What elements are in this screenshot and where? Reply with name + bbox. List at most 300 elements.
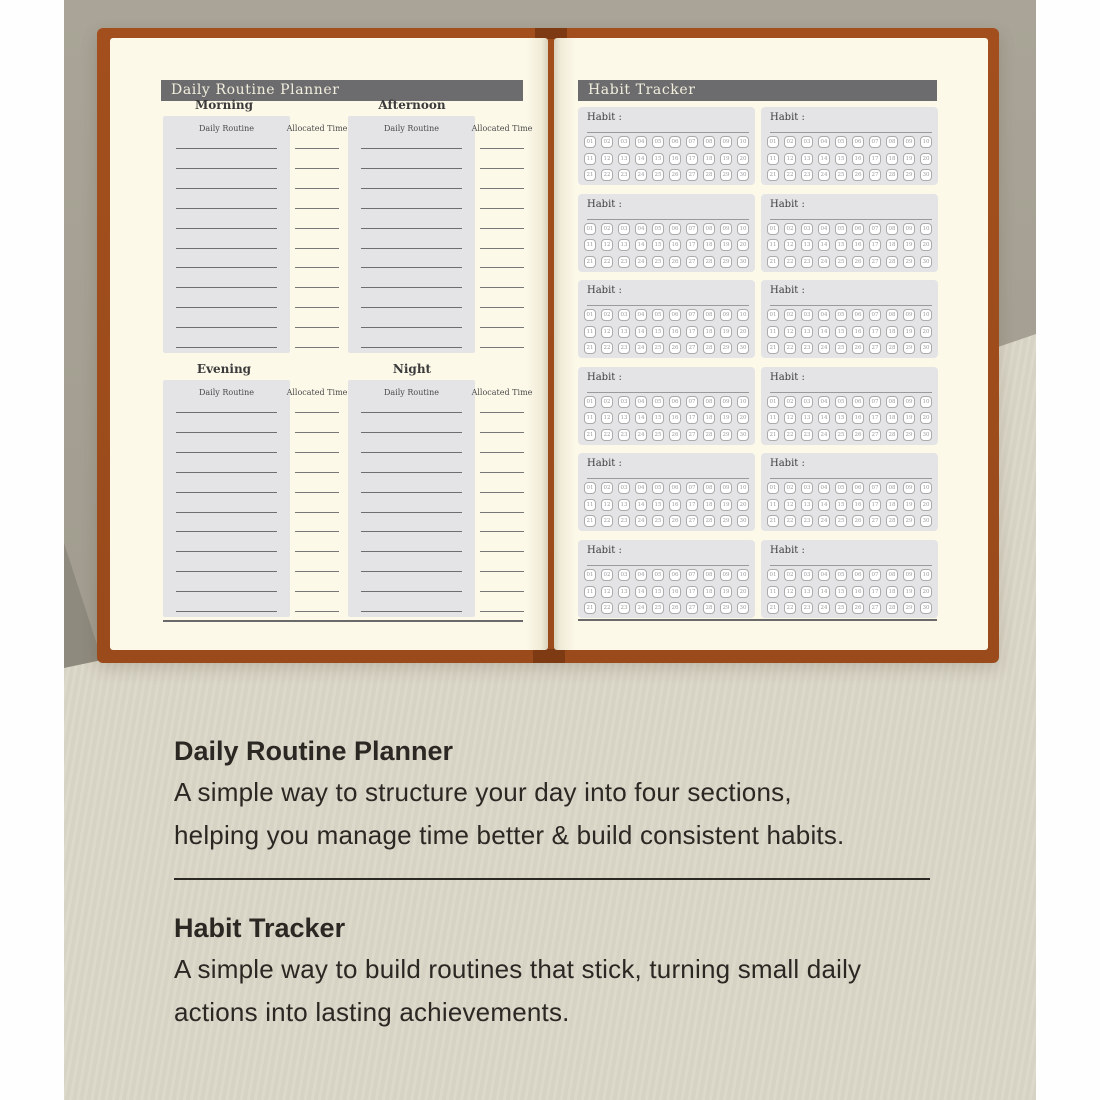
day-chip: 12	[601, 326, 613, 338]
day-chip: 19	[720, 586, 732, 598]
habit-label: Habit :	[587, 112, 622, 123]
day-chip: 18	[703, 153, 715, 165]
day-chip: 18	[886, 412, 898, 424]
day-chip: 02	[784, 223, 796, 235]
time-ruled-line	[295, 248, 339, 249]
day-chip: 10	[920, 136, 932, 148]
day-chip-row	[584, 326, 749, 339]
day-chip-row	[584, 482, 749, 495]
day-chip: 15	[652, 153, 664, 165]
day-chip: 19	[903, 153, 915, 165]
habit-underline	[587, 392, 749, 393]
day-chip: 06	[852, 396, 864, 408]
day-chip: 26	[852, 256, 864, 268]
day-chip: 24	[635, 515, 647, 527]
day-chip: 16	[852, 499, 864, 511]
right-margin-strip	[1036, 0, 1100, 1100]
section-label: Evening	[196, 362, 252, 376]
day-chip: 22	[784, 429, 796, 441]
time-column-label: Allocated Time	[471, 124, 533, 133]
day-chip-row	[584, 169, 749, 182]
ruled-line	[361, 327, 462, 328]
day-chip: 23	[618, 515, 630, 527]
day-chip: 01	[584, 309, 596, 321]
day-chip: 03	[801, 482, 813, 494]
time-ruled-line	[295, 148, 339, 149]
day-chip: 01	[584, 136, 596, 148]
time-ruled-line	[480, 412, 524, 413]
routine-column-label: Daily Routine	[383, 388, 439, 397]
day-chip: 10	[737, 569, 749, 581]
day-chip: 08	[886, 309, 898, 321]
ruled-line	[176, 611, 277, 612]
day-chip: 14	[635, 499, 647, 511]
ruled-line	[176, 472, 277, 473]
habit-underline	[770, 132, 932, 133]
day-chip: 29	[720, 515, 732, 527]
day-chip: 11	[767, 239, 779, 251]
day-chip: 22	[784, 169, 796, 181]
day-chip: 30	[737, 429, 749, 441]
ruled-line	[176, 208, 277, 209]
section-label: Afternoon	[378, 98, 446, 112]
time-ruled-line	[295, 188, 339, 189]
day-chip: 28	[703, 515, 715, 527]
day-chip: 12	[784, 153, 796, 165]
day-chip: 23	[618, 602, 630, 614]
day-chip: 14	[818, 499, 830, 511]
day-chip-row	[767, 412, 932, 425]
caption-line: actions into lasting achievements.	[174, 997, 570, 1027]
time-ruled-line	[295, 168, 339, 169]
day-chip: 29	[903, 429, 915, 441]
day-chip: 24	[818, 342, 830, 354]
day-chip: 10	[920, 309, 932, 321]
caption-heading-daily-routine: Daily Routine Planner	[174, 736, 454, 766]
day-chip: 11	[584, 239, 596, 251]
routine-panel	[163, 380, 290, 617]
daily-routine-page	[110, 38, 548, 650]
time-ruled-line	[295, 512, 339, 513]
day-chip: 19	[903, 586, 915, 598]
ruled-line	[361, 472, 462, 473]
day-chip: 28	[703, 342, 715, 354]
habit-box	[578, 367, 755, 445]
day-chip-row	[767, 169, 932, 182]
day-chip: 04	[818, 309, 830, 321]
day-chip-row	[584, 429, 749, 442]
day-chip: 15	[835, 499, 847, 511]
day-chip-row	[584, 569, 749, 582]
day-chip: 21	[767, 429, 779, 441]
time-ruled-line	[295, 472, 339, 473]
day-chip: 19	[720, 326, 732, 338]
day-chip: 23	[801, 256, 813, 268]
day-chip: 22	[601, 515, 613, 527]
day-chip: 01	[584, 482, 596, 494]
day-chip: 26	[852, 429, 864, 441]
daily-routine-header-text: Daily Routine Planner	[171, 82, 340, 98]
day-chip: 15	[835, 326, 847, 338]
day-chip: 22	[784, 256, 796, 268]
day-chip: 11	[584, 586, 596, 598]
day-chip: 13	[618, 412, 630, 424]
day-chip: 29	[903, 256, 915, 268]
day-chip: 07	[869, 482, 881, 494]
day-chip: 10	[737, 223, 749, 235]
day-chip: 04	[635, 569, 647, 581]
day-chip: 08	[703, 136, 715, 148]
time-ruled-line	[480, 472, 524, 473]
time-ruled-line	[295, 551, 339, 552]
day-chip-row	[584, 499, 749, 512]
left-margin-strip	[0, 0, 64, 1100]
day-chip: 13	[801, 499, 813, 511]
day-chip-row	[767, 586, 932, 599]
day-chip: 27	[686, 429, 698, 441]
day-chip: 18	[886, 499, 898, 511]
day-chip: 09	[903, 309, 915, 321]
time-ruled-line	[480, 432, 524, 433]
day-chip: 29	[720, 169, 732, 181]
day-chip: 21	[584, 169, 596, 181]
day-chip: 01	[584, 223, 596, 235]
day-chip: 24	[635, 169, 647, 181]
day-chip: 09	[720, 309, 732, 321]
ruled-line	[176, 287, 277, 288]
day-chip: 24	[635, 602, 647, 614]
day-chip: 28	[703, 602, 715, 614]
day-chip: 13	[618, 326, 630, 338]
day-chip: 26	[852, 515, 864, 527]
day-chip: 16	[669, 239, 681, 251]
day-chip: 04	[818, 223, 830, 235]
day-chip: 12	[784, 412, 796, 424]
ruled-line	[176, 347, 277, 348]
day-chip: 05	[652, 136, 664, 148]
day-chip: 28	[886, 515, 898, 527]
ruled-line	[176, 512, 277, 513]
day-chip: 27	[686, 342, 698, 354]
day-chip: 09	[903, 482, 915, 494]
ruled-line	[361, 208, 462, 209]
day-chip: 14	[635, 153, 647, 165]
habit-box	[761, 453, 938, 531]
time-ruled-line	[480, 148, 524, 149]
day-chip: 23	[618, 342, 630, 354]
caption-heading-habit-tracker: Habit Tracker	[174, 913, 346, 943]
section-label: Night	[392, 362, 432, 376]
day-chip: 24	[818, 169, 830, 181]
day-chip: 12	[784, 499, 796, 511]
habit-box	[761, 107, 938, 185]
day-chip: 21	[767, 515, 779, 527]
day-chip-row	[767, 429, 932, 442]
day-chip: 21	[767, 342, 779, 354]
day-chip: 20	[737, 153, 749, 165]
time-ruled-line	[480, 591, 524, 592]
time-ruled-line	[295, 611, 339, 612]
day-chip: 10	[737, 396, 749, 408]
day-chip: 09	[720, 223, 732, 235]
day-chip: 10	[737, 482, 749, 494]
day-chip-row	[767, 342, 932, 355]
day-chip: 07	[686, 569, 698, 581]
day-chip: 15	[835, 586, 847, 598]
day-chip: 19	[720, 239, 732, 251]
day-chip: 12	[601, 239, 613, 251]
day-chip: 07	[869, 396, 881, 408]
day-chip: 16	[852, 412, 864, 424]
day-chip: 12	[784, 326, 796, 338]
day-chip: 09	[720, 569, 732, 581]
day-chip: 14	[818, 239, 830, 251]
day-chip: 08	[703, 396, 715, 408]
day-chip: 29	[720, 256, 732, 268]
caption	[174, 736, 954, 1030]
day-chip: 22	[601, 429, 613, 441]
day-chip: 17	[686, 499, 698, 511]
day-chip: 03	[618, 482, 630, 494]
day-chip: 17	[686, 239, 698, 251]
day-chip: 15	[835, 412, 847, 424]
habit-label: Habit :	[587, 458, 622, 470]
day-chip: 18	[703, 326, 715, 338]
day-chip: 30	[920, 429, 932, 441]
habit-label: Habit :	[770, 545, 805, 556]
day-chip: 14	[818, 412, 830, 424]
time-column-label: Allocated Time	[286, 124, 348, 133]
day-chip: 17	[686, 153, 698, 165]
day-chip: 02	[784, 309, 796, 321]
day-chip: 18	[886, 586, 898, 598]
day-chip: 16	[669, 412, 681, 424]
day-chip: 05	[835, 136, 847, 148]
day-chip: 11	[584, 326, 596, 338]
day-chip: 18	[886, 153, 898, 165]
day-chip: 06	[852, 569, 864, 581]
day-chip-row	[584, 153, 749, 166]
day-chip: 30	[920, 256, 932, 268]
day-chip: 29	[903, 515, 915, 527]
day-chip: 25	[652, 515, 664, 527]
day-chip: 14	[635, 326, 647, 338]
day-chip: 23	[618, 256, 630, 268]
ruled-line	[361, 531, 462, 532]
time-ruled-line	[295, 327, 339, 328]
habit-label: Habit :	[587, 285, 622, 297]
time-ruled-line	[480, 531, 524, 532]
day-chip: 08	[703, 223, 715, 235]
day-chip-row	[767, 396, 932, 409]
day-chip-row	[767, 239, 932, 252]
time-ruled-line	[295, 287, 339, 288]
time-ruled-line	[480, 307, 524, 308]
day-chip: 24	[635, 256, 647, 268]
day-chip: 01	[767, 223, 779, 235]
planner-book	[97, 28, 999, 663]
day-chip: 18	[886, 326, 898, 338]
day-chip: 03	[618, 569, 630, 581]
day-chip: 18	[703, 586, 715, 598]
day-chip: 08	[886, 136, 898, 148]
day-chip: 07	[686, 136, 698, 148]
day-chip: 14	[818, 326, 830, 338]
day-chip: 23	[801, 429, 813, 441]
day-chip: 06	[852, 482, 864, 494]
day-chip: 06	[852, 223, 864, 235]
habit-underline	[770, 392, 932, 393]
day-chip: 17	[869, 326, 881, 338]
habit-box	[578, 453, 755, 531]
day-chip: 15	[652, 239, 664, 251]
routine-panel	[163, 116, 290, 353]
day-chip-row	[767, 309, 932, 322]
day-chip: 27	[686, 169, 698, 181]
ruled-line	[361, 551, 462, 552]
day-chip: 02	[784, 396, 796, 408]
time-ruled-line	[480, 267, 524, 268]
right-page-footer-rule	[578, 619, 937, 621]
time-ruled-line	[480, 228, 524, 229]
day-chip: 03	[618, 309, 630, 321]
day-chip: 08	[703, 482, 715, 494]
habit-label: Habit :	[587, 198, 622, 210]
day-chip: 16	[852, 153, 864, 165]
day-chip: 06	[852, 309, 864, 321]
day-chip: 22	[784, 515, 796, 527]
ruled-line	[176, 267, 277, 268]
day-chip: 27	[869, 602, 881, 614]
day-chip: 27	[869, 342, 881, 354]
day-chip: 27	[869, 515, 881, 527]
day-chip: 16	[852, 586, 864, 598]
time-ruled-line	[480, 208, 524, 209]
day-chip: 30	[920, 602, 932, 614]
time-ruled-line	[295, 452, 339, 453]
day-chip: 18	[886, 239, 898, 251]
day-chip: 29	[903, 169, 915, 181]
time-ruled-line	[295, 267, 339, 268]
day-chip: 22	[601, 256, 613, 268]
day-chip: 15	[652, 412, 664, 424]
day-chip: 20	[737, 239, 749, 251]
day-chip: 12	[601, 586, 613, 598]
day-chip: 24	[635, 429, 647, 441]
day-chip: 17	[869, 153, 881, 165]
habit-label: Habit :	[770, 112, 805, 123]
ruled-line	[361, 287, 462, 288]
habit-label: Habit :	[770, 371, 805, 383]
day-chip: 01	[767, 569, 779, 581]
day-chip: 14	[635, 586, 647, 598]
time-ruled-line	[480, 347, 524, 348]
day-chip: 30	[737, 256, 749, 268]
day-chip: 10	[920, 396, 932, 408]
day-chip: 02	[601, 569, 613, 581]
day-chip: 13	[801, 153, 813, 165]
ruled-line	[361, 591, 462, 592]
time-ruled-line	[480, 571, 524, 572]
day-chip: 24	[818, 602, 830, 614]
day-chip: 12	[784, 586, 796, 598]
routine-column-label: Daily Routine	[383, 124, 439, 133]
day-chip: 25	[835, 429, 847, 441]
ruled-line	[176, 531, 277, 532]
day-chip: 05	[835, 482, 847, 494]
day-chip: 02	[601, 309, 613, 321]
day-chip: 07	[686, 396, 698, 408]
ruled-line	[176, 571, 277, 572]
day-chip: 28	[703, 169, 715, 181]
day-chip: 21	[767, 256, 779, 268]
day-chip: 01	[767, 309, 779, 321]
time-ruled-line	[480, 452, 524, 453]
day-chip: 24	[818, 429, 830, 441]
day-chip: 08	[886, 223, 898, 235]
day-chip: 24	[635, 342, 647, 354]
habit-underline	[770, 478, 932, 479]
day-chip: 28	[886, 169, 898, 181]
caption-divider	[174, 878, 930, 880]
day-chip: 08	[703, 569, 715, 581]
day-chip-row	[767, 602, 932, 615]
day-chip-row	[767, 569, 932, 582]
day-chip: 01	[584, 396, 596, 408]
day-chip: 22	[601, 342, 613, 354]
day-chip: 07	[869, 309, 881, 321]
day-chip: 26	[669, 515, 681, 527]
day-chip: 23	[618, 429, 630, 441]
day-chip: 17	[869, 499, 881, 511]
day-chip: 03	[618, 223, 630, 235]
day-chip: 14	[818, 153, 830, 165]
day-chip: 28	[703, 256, 715, 268]
day-chip: 25	[652, 169, 664, 181]
day-chip: 22	[784, 342, 796, 354]
ruled-line	[361, 571, 462, 572]
habit-label: Habit :	[587, 545, 622, 556]
day-chip: 03	[801, 396, 813, 408]
day-chip: 20	[737, 586, 749, 598]
day-chip: 02	[601, 223, 613, 235]
ruled-line	[361, 267, 462, 268]
time-ruled-line	[295, 228, 339, 229]
day-chip: 10	[920, 482, 932, 494]
day-chip: 05	[835, 396, 847, 408]
time-ruled-line	[295, 571, 339, 572]
time-ruled-line	[480, 188, 524, 189]
day-chip: 04	[635, 136, 647, 148]
day-chip: 17	[686, 412, 698, 424]
day-chip: 05	[652, 396, 664, 408]
day-chip: 04	[635, 396, 647, 408]
day-chip: 27	[686, 602, 698, 614]
day-chip: 20	[737, 326, 749, 338]
habit-box	[761, 280, 938, 358]
ruled-line	[176, 228, 277, 229]
day-chip: 08	[886, 569, 898, 581]
day-chip: 29	[720, 342, 732, 354]
day-chip: 03	[618, 396, 630, 408]
day-chip: 10	[920, 223, 932, 235]
day-chip: 21	[584, 429, 596, 441]
ruled-line	[361, 347, 462, 348]
day-chip: 29	[903, 342, 915, 354]
day-chip: 13	[801, 586, 813, 598]
ruled-line	[176, 248, 277, 249]
day-chip: 07	[686, 482, 698, 494]
